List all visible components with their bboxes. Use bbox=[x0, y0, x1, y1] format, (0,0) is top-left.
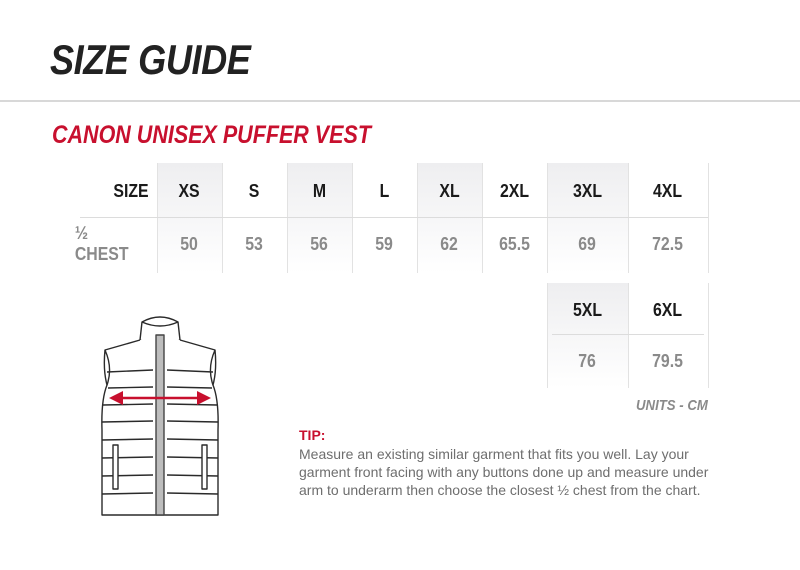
size-header-l: L bbox=[379, 180, 390, 201]
size-header-6xl: 6XL bbox=[653, 299, 683, 320]
chest-value-s: 53 bbox=[245, 233, 264, 254]
chest-value-l: 59 bbox=[375, 233, 394, 254]
tip-label: TIP: bbox=[299, 427, 326, 443]
row-divider bbox=[552, 334, 704, 335]
size-header-3xl: 3XL bbox=[572, 180, 603, 201]
chest-value-6xl: 79.5 bbox=[652, 350, 684, 371]
chest-value-5xl: 76 bbox=[578, 350, 597, 371]
chest-value-xl: 62 bbox=[440, 233, 459, 254]
half-chest-row-label: ½ CHEST bbox=[74, 223, 129, 264]
puffer-vest-icon bbox=[95, 310, 225, 530]
size-header-5xl: 5XL bbox=[572, 299, 603, 320]
chest-value-m: 56 bbox=[310, 233, 329, 254]
size-header-m: M bbox=[312, 180, 327, 201]
page-title: SIZE GUIDE bbox=[50, 36, 251, 83]
chest-value-3xl: 69 bbox=[578, 233, 597, 254]
size-header-xs: XS bbox=[178, 180, 201, 201]
chest-value-xs: 50 bbox=[180, 233, 199, 254]
product-name: CANON UNISEX PUFFER VEST bbox=[52, 121, 371, 149]
chest-value-2xl: 65.5 bbox=[499, 233, 530, 254]
chest-value-4xl: 72.5 bbox=[652, 233, 684, 254]
size-header-xl: XL bbox=[439, 180, 460, 201]
column-divider bbox=[708, 163, 709, 273]
tip-text: Measure an existing similar garment that fits you well. Lay your garment front facing with any buttons done up and measure under arm to underarm then choose the closest ½ chest from the chart. bbox=[299, 446, 709, 498]
row-divider bbox=[80, 217, 708, 218]
title-divider bbox=[0, 100, 800, 102]
size-row-label: SIZE bbox=[113, 180, 149, 201]
size-header-s: S bbox=[249, 180, 260, 201]
size-header-2xl: 2XL bbox=[499, 180, 530, 201]
size-header-4xl: 4XL bbox=[653, 180, 683, 201]
column-divider bbox=[708, 283, 709, 388]
units-label: UNITS - CM bbox=[636, 397, 708, 414]
